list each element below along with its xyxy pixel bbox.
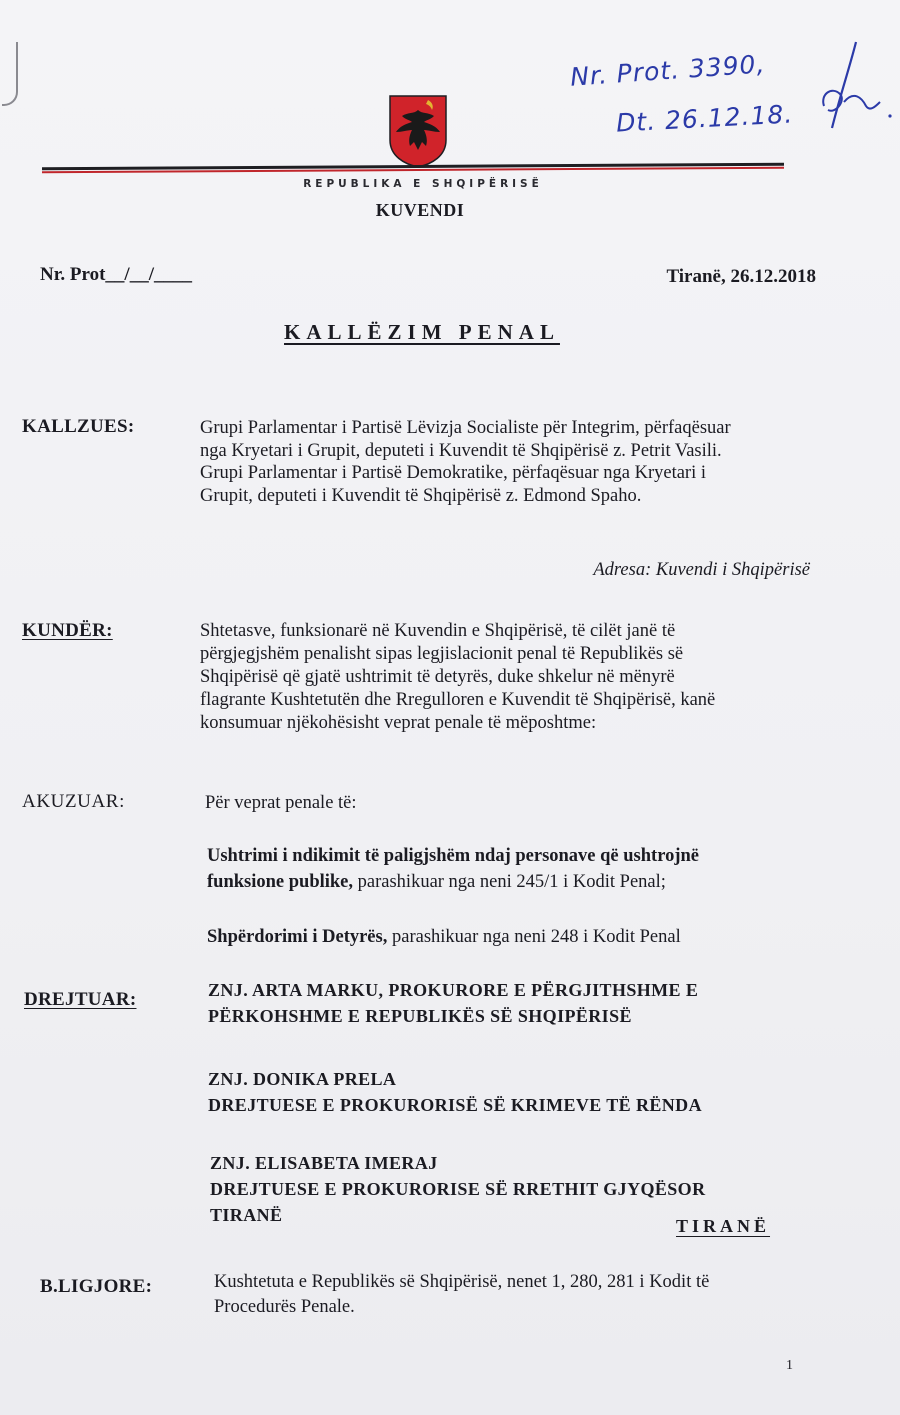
recipient-1-title: PËRKOHSHME E REPUBLIKËS SË SHQIPËRISË — [208, 1006, 632, 1026]
recipient-1 — [208, 977, 788, 1029]
bligjore-label: B.LIGJORE: — [40, 1276, 153, 1297]
kunder-text — [200, 620, 812, 735]
recipient-3-title: DREJTUESE E PROKURORISE SË RRETHIT GJYQËSOR — [210, 1179, 706, 1199]
recipient-3-city: TIRANË — [210, 1205, 283, 1225]
republic-name: REPUBLIKA E SHQIPËRISË — [303, 178, 543, 190]
kunder-line: konsumuar njëkohësisht veprat penale të mëposhtme: — [200, 713, 597, 733]
kunder-line: flagrante Kushtetutën dhe Rregulloren e Kuvendit të Shqipërisë, kanë — [200, 690, 716, 710]
document-title: KALLËZIM PENAL — [284, 320, 560, 344]
binder-clip-mark — [2, 42, 18, 106]
page-number: 1 — [786, 1358, 793, 1373]
kallzues-line: Grupit, deputeti i Kuvendit të Shqipërisë z. Edmond Spaho. — [200, 485, 642, 506]
bligjore-line: Procedurës Penale. — [214, 1297, 355, 1317]
recipient-2 — [208, 1066, 788, 1118]
bligjore-text — [214, 1270, 804, 1320]
kunder-label: KUNDËR: — [22, 620, 113, 641]
handwritten-signature — [810, 36, 894, 132]
kunder-line: Shtetasve, funksionarë në Kuvendin e Shqipërisë, të cilët janë të — [200, 621, 676, 641]
kallzues-label: KALLZUES: — [22, 416, 135, 437]
akuzuar-label: AKUZUAR: — [22, 791, 125, 812]
recipient-city: TIRANË — [676, 1216, 771, 1236]
protocol-number: Nr. Prot__/__/____ — [40, 264, 192, 285]
kallzues-line: Grupi Parlamentar i Partisë Demokratike, përfaqësuar nga Kryetari i — [200, 463, 706, 483]
albanian-coat-of-arms-emblem — [388, 94, 448, 168]
handwritten-date: Dt. 26.12.18. — [615, 99, 794, 138]
kunder-line: përgjegjshëm penalisht sipas legjislacionit penal të Republikës së — [200, 644, 684, 664]
charge-1-name-b: funksione publike, — [207, 872, 354, 892]
kallzues-address: Adresa: Kuvendi i Shqipërisë — [593, 560, 810, 580]
city-and-date: Tiranë, 26.12.2018 — [666, 266, 816, 287]
charge-2 — [207, 926, 807, 949]
drejtuar-label: DREJTUAR: — [24, 989, 137, 1010]
recipient-2-title: DREJTUESE E PROKURORISË SË KRIMEVE TË RËNDA — [208, 1095, 702, 1115]
charge-1-article: parashikuar nga neni 245/1 i Kodit Penal; — [353, 872, 666, 892]
kallzues-text — [200, 417, 812, 507]
handwritten-protocol-number: Nr. Prot. 3390, — [569, 49, 767, 92]
recipient-3-name: ZNJ. ELISABETA IMERAJ — [210, 1153, 438, 1173]
kallzues-line: nga Kryetari i Grupit, deputeti i Kuvendit të Shqipërisë z. Petrit Vasili. — [200, 440, 722, 461]
kallzues-line: Grupi Parlamentar i Partisë Lëvizja Socialiste për Integrim, përfaqësuar — [200, 418, 731, 438]
bligjore-line: Kushtetuta e Republikës së Shqipërisë, nenet 1, 280, 281 i Kodit të — [214, 1272, 710, 1292]
akuzuar-intro: Për veprat penale të: — [205, 793, 357, 813]
institution-name: KUVENDI — [375, 200, 465, 220]
recipient-2-name: ZNJ. DONIKA PRELA — [208, 1069, 397, 1089]
charge-2-name: Shpërdorimi i Detyrës, — [207, 927, 388, 947]
charge-2-article: parashikuar nga neni 248 i Kodit Penal — [387, 927, 681, 947]
charge-1-name-a: Ushtrimi i ndikimit të paligjshëm ndaj personave që ushtrojnë — [207, 846, 699, 866]
recipient-1-name: ZNJ. ARTA MARKU, PROKURORE E PËRGJITHSHME E — [208, 980, 699, 1000]
charge-1 — [207, 843, 807, 895]
kunder-line: Shqipërisë që gjatë ushtrimit të detyrës, duke shkelur në mënyrë — [200, 667, 675, 687]
